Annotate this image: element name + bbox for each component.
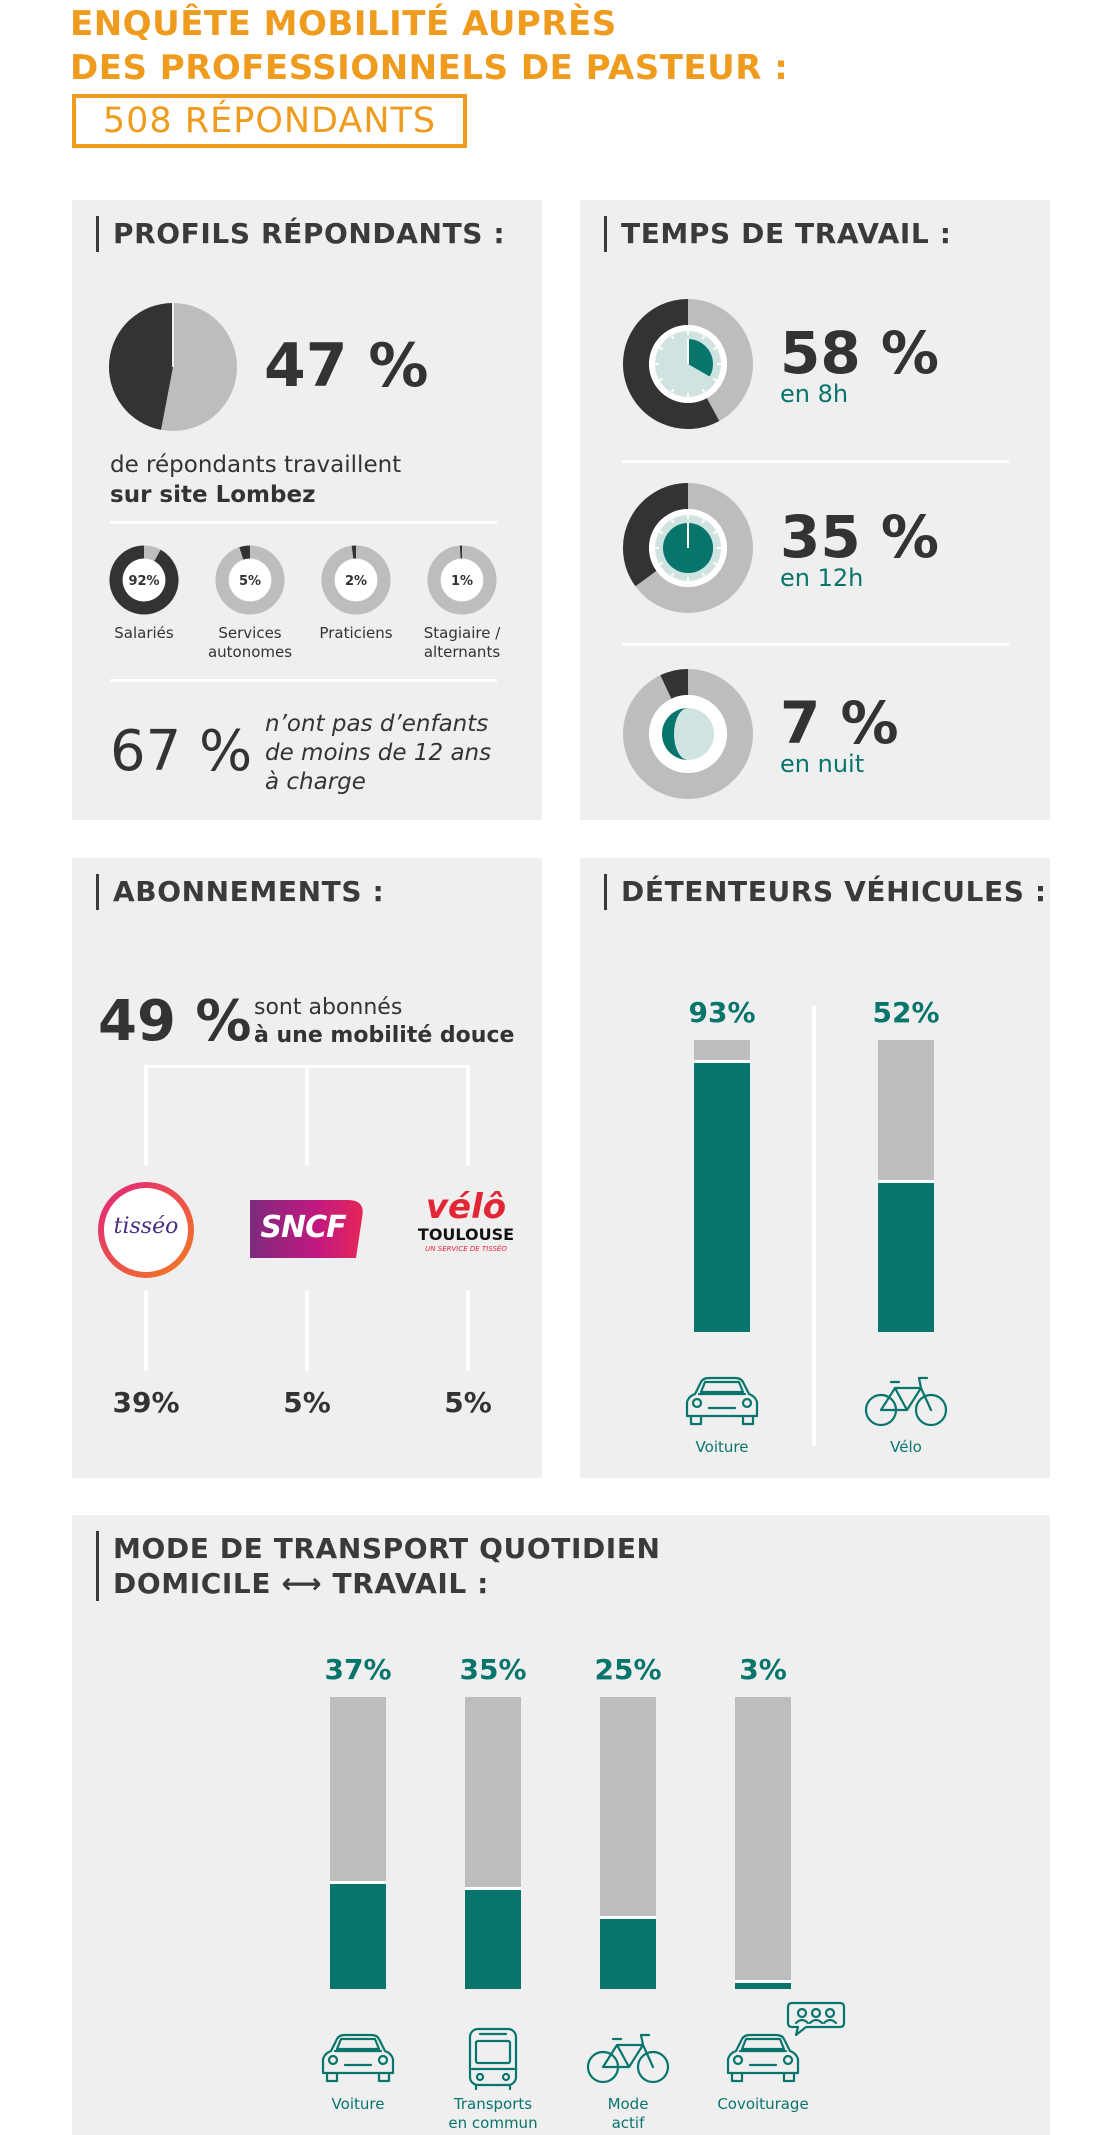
children-text-1: n’ont pas d’enfants	[265, 711, 489, 737]
connector-line	[144, 1291, 148, 1371]
car-body	[323, 2035, 393, 2073]
bar-fill	[878, 1180, 934, 1332]
temps-pct: 7 %	[780, 689, 899, 757]
person-head	[812, 2009, 820, 2017]
bar-value-label: 35%	[459, 1653, 527, 1686]
person-head	[826, 2009, 834, 2017]
donut-caption: Praticiens	[319, 624, 393, 642]
velo-pct: 5%	[444, 1386, 492, 1419]
panel-mode	[72, 1515, 1050, 2135]
car-light	[743, 1399, 751, 1407]
tisseo-pct: 39%	[112, 1386, 180, 1419]
separator	[110, 679, 497, 682]
temps-label: en nuit	[780, 750, 865, 778]
connector-line	[144, 1065, 148, 1165]
separator	[622, 460, 1009, 463]
bar-fill	[465, 1887, 521, 1989]
bar-track	[735, 1697, 791, 1989]
connector-line	[305, 1291, 309, 1371]
abonnements-text-1: sont abonnés	[254, 995, 403, 1020]
bar-fill	[330, 1881, 386, 1989]
velo-logo-text: vélô	[425, 1187, 507, 1227]
bike-frame	[603, 2035, 653, 2067]
children-text-3: à charge	[265, 769, 366, 795]
children-pct: 67 %	[110, 719, 253, 784]
panel-title-profils: PROFILS RÉPONDANTS :	[96, 216, 505, 252]
donut-chart	[320, 544, 392, 616]
clock-donut	[622, 482, 754, 614]
bar-value-label: 3%	[739, 1653, 787, 1686]
bar-category-label: Mode actif	[607, 2095, 649, 2132]
profils-text-1: de répondants travaillent	[110, 452, 402, 478]
temps-pct: 58 %	[780, 319, 940, 387]
bicycle-icon	[863, 1370, 949, 1434]
panel-title-mode-2: DOMICILE ⟷ TRAVAIL :	[113, 1567, 489, 1600]
temps-pct: 35 %	[780, 503, 940, 571]
person-head	[798, 2009, 806, 2017]
donut-caption: Salariés	[114, 624, 174, 642]
speech-bubbles-icon	[786, 1999, 846, 2039]
donut-label: 1%	[450, 574, 474, 589]
car-body	[728, 2035, 798, 2073]
clock-ring-arc	[666, 682, 688, 687]
donut-arc	[241, 552, 250, 553]
car-body	[687, 1378, 757, 1416]
separator	[622, 643, 1009, 646]
bus-light	[503, 2074, 509, 2080]
clock-donut	[622, 668, 754, 800]
donut-chart	[108, 544, 180, 616]
car-window	[337, 2039, 379, 2049]
bus-window	[476, 2041, 510, 2063]
bus-icon	[450, 2027, 536, 2091]
donut-label: 5%	[238, 574, 262, 589]
tisseo-logo-text: tisséo	[113, 1214, 179, 1239]
car-icon	[679, 1370, 765, 1434]
bike-frame	[881, 1378, 931, 1410]
car-light	[329, 2056, 337, 2064]
person-body	[796, 2020, 836, 2023]
bar-category-label: Voiture	[331, 2095, 385, 2113]
bar-value-label: 37%	[324, 1653, 392, 1686]
car-light	[784, 2056, 792, 2064]
car-light	[693, 1399, 701, 1407]
car-window	[701, 1382, 743, 1392]
clock-donut	[622, 298, 754, 430]
children-text-2: de moins de 12 ans	[265, 740, 492, 766]
car-icon	[315, 2027, 401, 2091]
pie-slice-lombez	[109, 303, 173, 430]
donut-caption: Stagiaire / alternants	[423, 624, 501, 661]
bar-category-label: Covoiturage	[717, 2095, 809, 2113]
separator	[110, 521, 497, 524]
car-light	[379, 2056, 387, 2064]
panel-title-temps: TEMPS DE TRAVAIL :	[604, 216, 952, 252]
profils-pie-chart	[108, 302, 238, 432]
panel-abonnements	[72, 858, 542, 1478]
title-line-2: DES PROFESSIONNELS DE PASTEUR :	[70, 48, 789, 88]
title-line-1: ENQUÊTE MOBILITÉ AUPRÈS	[70, 4, 617, 44]
temps-label: en 12h	[780, 564, 864, 592]
bar-fill	[694, 1060, 750, 1332]
bar-value-label: 52%	[872, 996, 940, 1029]
donut-chart	[426, 544, 498, 616]
abonnements-main-pct: 49 %	[98, 989, 252, 1054]
car-window	[742, 2039, 784, 2049]
bar-category-label: Voiture	[695, 1438, 749, 1456]
sncf-pct: 5%	[283, 1386, 331, 1419]
donut-label: 2%	[344, 574, 368, 589]
panel-title-detenteurs: DÉTENTEURS VÉHICULES :	[604, 874, 1047, 910]
connector-line	[466, 1065, 470, 1165]
children-text	[265, 710, 491, 797]
bar-category-label: Transports en commun	[448, 2095, 538, 2132]
bar-value-label: 25%	[594, 1653, 662, 1686]
panel-title-mode	[96, 1531, 661, 1601]
bar-category-label: Vélo	[890, 1438, 922, 1456]
page-title	[70, 2, 788, 90]
velo-logo-tagline: UN SERVICE DE TISSÉO	[425, 1245, 507, 1253]
bar-value-label: 93%	[688, 996, 756, 1029]
panel-title-mode-1: MODE DE TRANSPORT QUOTIDIEN	[113, 1532, 661, 1565]
profils-main-pct: 47 %	[264, 331, 429, 401]
abonnements-text-2: à une mobilité douce	[254, 1023, 515, 1048]
velo-logo-sub: TOULOUSE	[417, 1225, 515, 1244]
respondents-badge: 508 RÉPONDANTS	[72, 94, 467, 148]
bus-light	[477, 2074, 483, 2080]
panel-detenteurs	[580, 858, 1050, 1478]
car-wheels	[691, 1416, 753, 1424]
car-wheels	[327, 2073, 389, 2081]
car-light	[734, 2056, 742, 2064]
connector-line	[466, 1291, 470, 1371]
profils-text-2: sur site Lombez	[110, 482, 316, 508]
sncf-logo-text: SNCF	[260, 1210, 346, 1245]
donut-chart	[214, 544, 286, 616]
temps-label: en 8h	[780, 380, 849, 408]
panel-profils	[72, 200, 542, 820]
panel-temps	[580, 200, 1050, 820]
donut-caption: Services autonomes	[207, 624, 293, 661]
bar-fill	[735, 1980, 791, 1989]
panel-title-abonnements: ABONNEMENTS :	[96, 874, 384, 910]
car-wheels	[732, 2073, 794, 2081]
connector-line	[305, 1065, 309, 1165]
donut-label: 92%	[128, 574, 160, 589]
bicycle-icon	[585, 2027, 671, 2091]
divider-line	[812, 1006, 816, 1446]
bar-fill	[600, 1916, 656, 1989]
